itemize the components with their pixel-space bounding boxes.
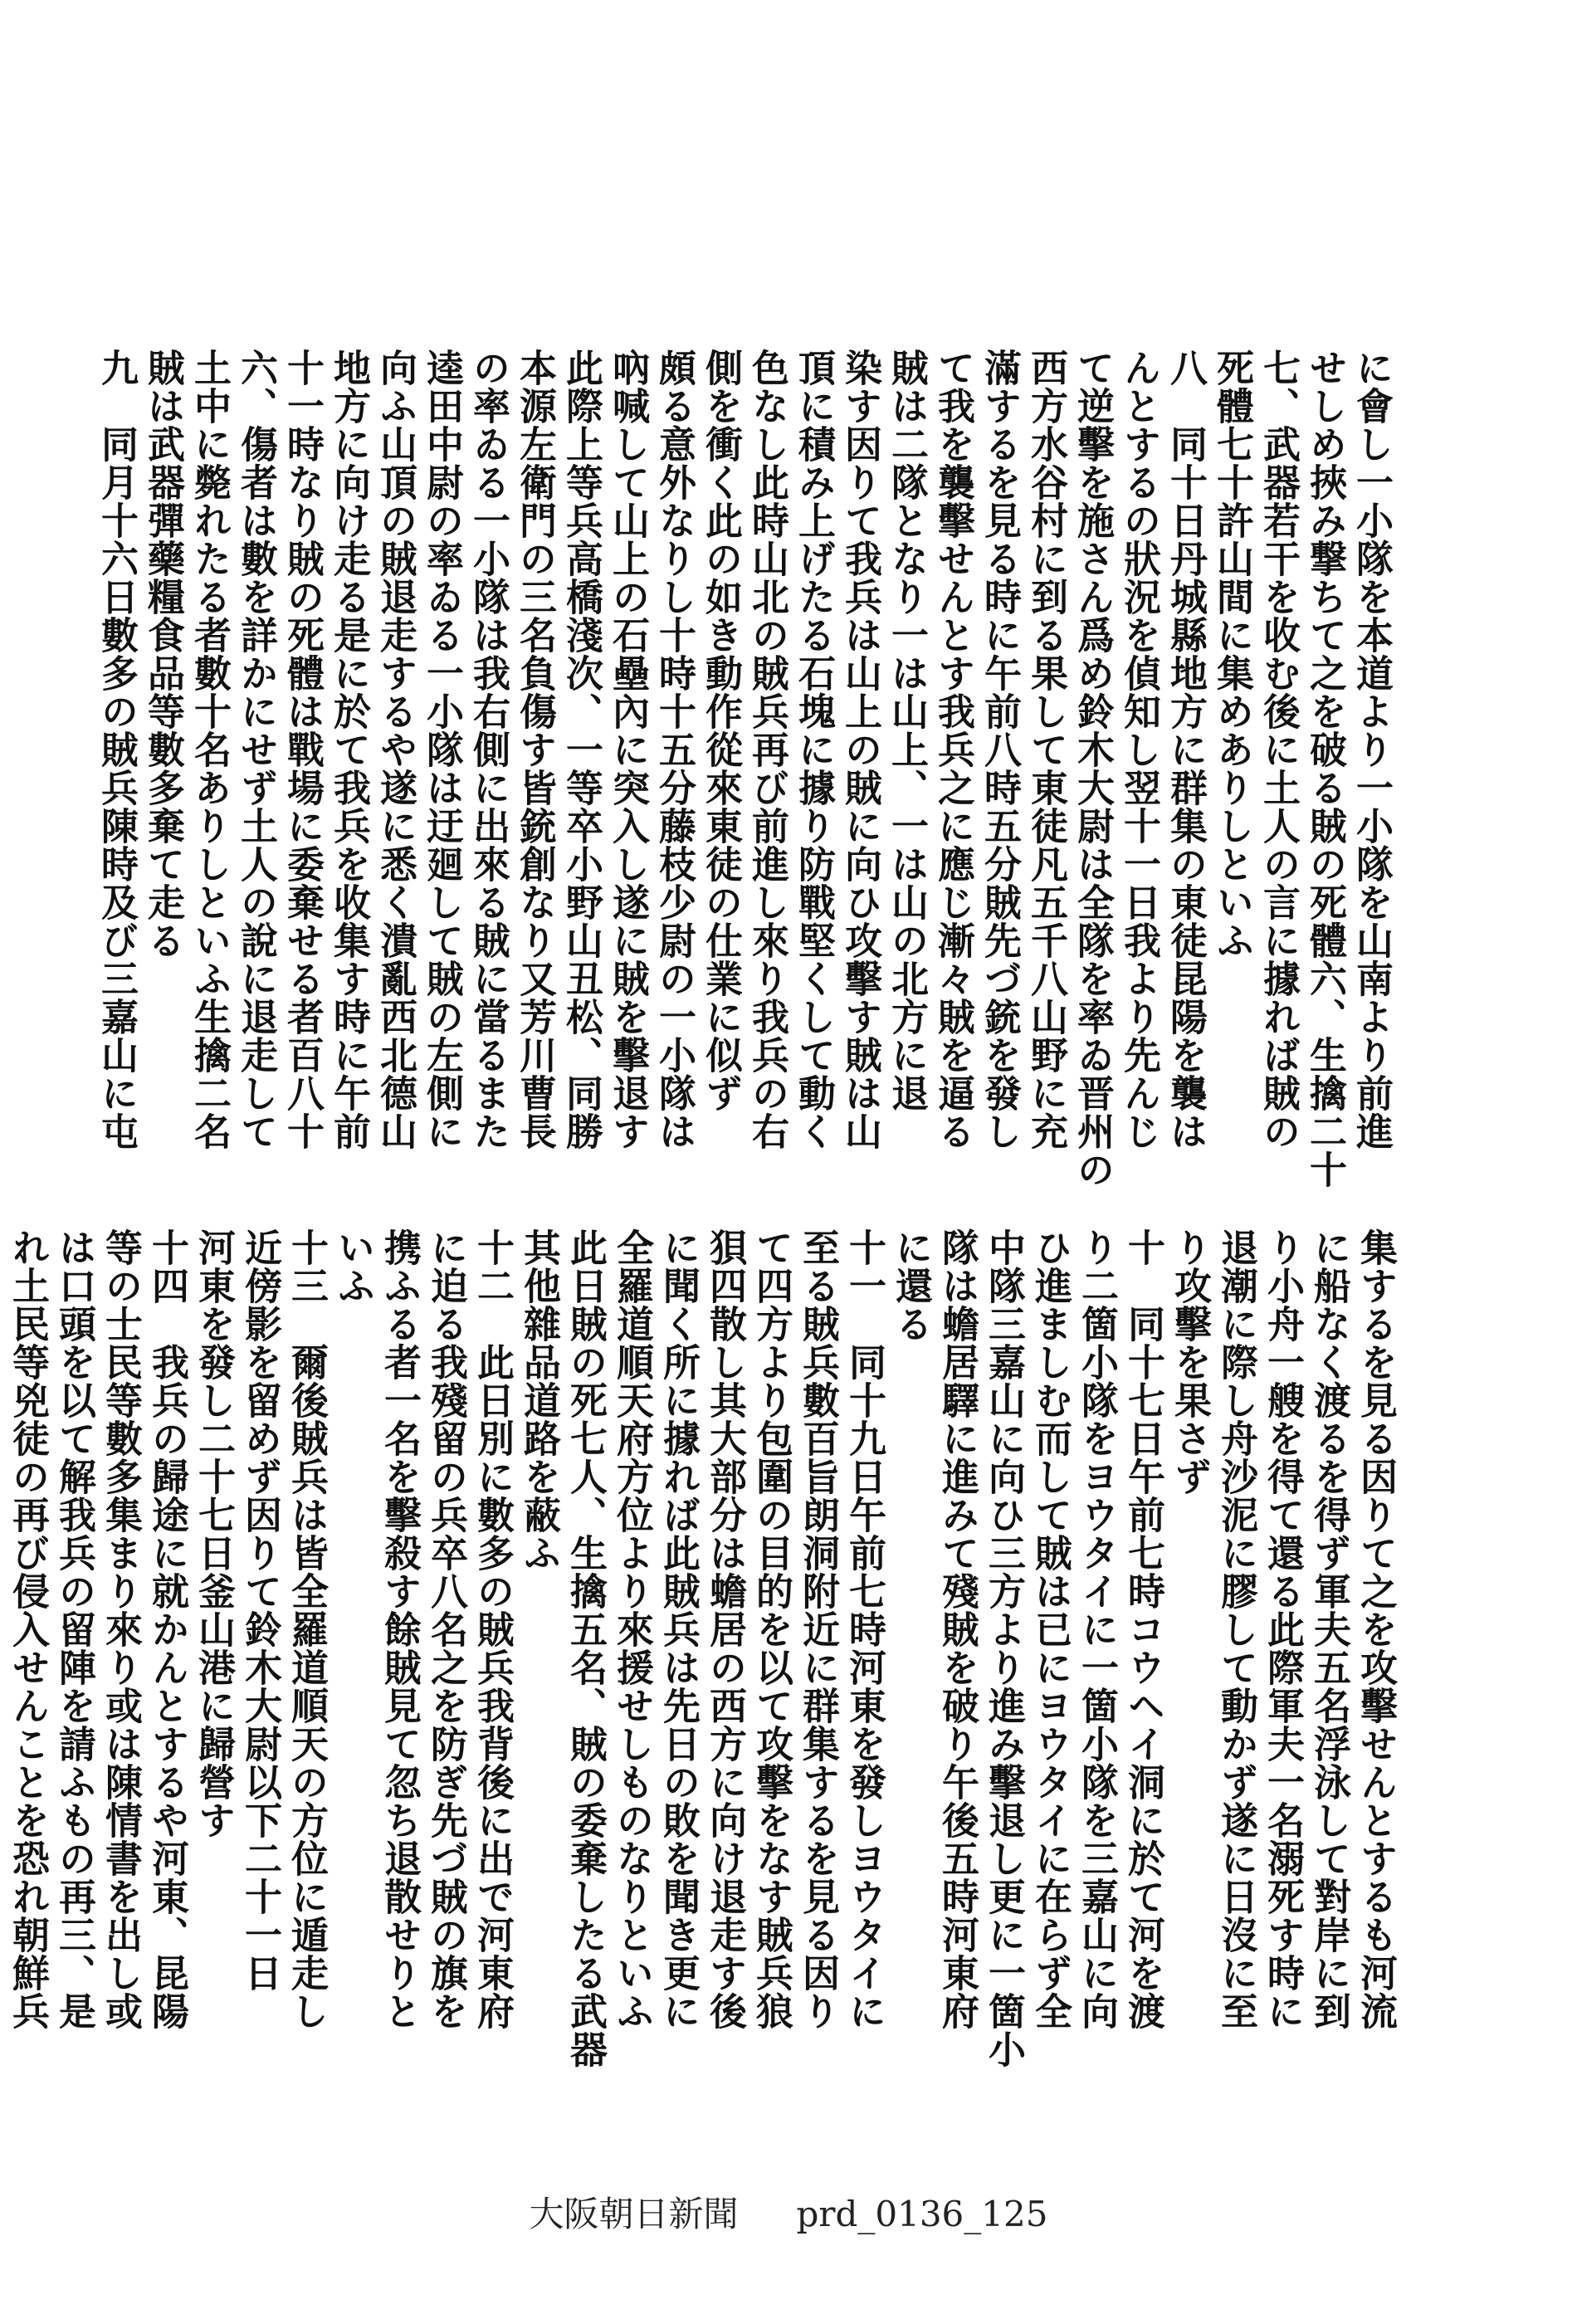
text-column: 六、傷者は數を詳かにせず土人の說に退走して [234, 349, 278, 1150]
page-footer [0, 2187, 1577, 2237]
text-column: 至る賊兵數百旨朗洞附近に群集するを見る因り [796, 1228, 840, 2030]
text-column: 十三 爾後賊兵は皆全羅道順天の方位に遁走し [285, 1228, 329, 2030]
article-block-lower [6, 1228, 1399, 2108]
text-column: 河東を發し二十七日釜山港に歸營す [192, 1228, 236, 1839]
text-column: 隊は蟾居驛に進みて殘賊を破り午後五時河東府 [935, 1228, 979, 2030]
text-column: て逆擊を施さん爲め鈴木大尉は全隊を率ゐ晋州の [1071, 349, 1115, 1189]
text-column: 向ふ山頂の賊退走するや遂に悉く潰亂西北德山 [374, 349, 417, 1150]
text-column: んとするの狀況を偵知し翌十一日我より先んじ [1117, 349, 1161, 1150]
text-column: は口頭を以て解我兵の留陣を請ふもの再三、是 [52, 1228, 96, 2030]
text-column: 九 同月十六日數多の賊兵陳時及び三嘉山に屯 [95, 349, 139, 1150]
text-column: に迫る我殘留の兵卒八名之を防ぎ先づ賊の旗を [424, 1228, 468, 2030]
newspaper-name: 大阪朝日新聞 [529, 2194, 739, 2234]
text-column: 西方水谷村に到る果して東徒凡五千八山野に充 [1024, 349, 1068, 1150]
text-column: 滿するを見る時に午前八時五分賊先づ銃を發し [978, 349, 1022, 1150]
text-column: 十四 我兵の歸途に就かんとするや河東、昆陽 [145, 1228, 189, 2030]
text-column: 逵田中尉の率ゐる一小隊は迂廻して賊の左側に [420, 349, 464, 1150]
text-column: 八 同十日丹城縣地方に群集の東徒昆陽を襲は [1164, 349, 1208, 1150]
text-column: 側を衝く此の如き動作從來東徒の仕業に似ず [699, 349, 743, 1112]
text-column: 七、武器若干を收む後に土人の言に據れば賊の [1257, 349, 1301, 1150]
text-column: り小舟一艘を得て還る此際軍夫一名溺死す時に [1261, 1228, 1305, 2030]
text-column: 地方に向け走る是に於て我兵を收集す時に午前 [327, 349, 371, 1150]
text-column: り攻擊を果さず [1168, 1228, 1212, 1496]
text-column: 集するを見る因りて之を攻擊せんとするも河流 [1354, 1228, 1398, 2030]
text-column: 全羅道順天府方位より來援せしものなりといふ [610, 1228, 654, 2030]
text-column: に船なく渡るを得ず軍夫五名浮泳して對岸に到 [1307, 1228, 1351, 2030]
text-column: 狽四散し其大部分は蟾居の西方に向け退走す後 [703, 1228, 747, 2030]
text-column: に聞く所に據れば此賊兵は先日の敗を聞き更に [657, 1228, 701, 2030]
text-column: ひ進ましむ而して賊は已にヨウタイに在らず全 [1028, 1228, 1072, 2030]
text-column: 色なし此時山北の賊兵再び前進し來り我兵の右 [745, 349, 789, 1150]
text-column: に還る [889, 1228, 933, 1343]
text-column: に會し一小隊を本道より一小隊を山南より前進 [1350, 349, 1394, 1150]
text-column: 十一 同十九日午前七時河東を發しヨウタイに [842, 1228, 886, 2030]
text-column: 等の士民等數多集まり來り或は陳情書を出し或 [99, 1228, 143, 2030]
text-column: 土中に斃れたる者數十名ありしといふ生擒二名 [188, 349, 232, 1150]
text-column: 其他雜品道路を蔽ふ [517, 1228, 561, 1572]
page-id: prd_0136_125 [796, 2194, 1048, 2234]
text-column: 十二 此日別に數多の賊兵我背後に出で河東府 [471, 1228, 515, 2030]
text-column: 中隊三嘉山に向ひ三方より進み擊退し更に一箇小 [982, 1228, 1026, 2068]
text-column: 染す因りて我兵は山上の賊に向ひ攻擊す賊は山 [838, 349, 882, 1150]
text-column: の率ゐる一小隊は我右側に出來る賊に當るまた [466, 349, 510, 1150]
text-column: 退潮に際し舟沙泥に膠して動かず遂に日沒に至 [1214, 1228, 1258, 2030]
text-column: て四方より包圍の目的を以て攻擊をなす賊兵狼 [749, 1228, 793, 2030]
text-column: 頗る意外なりし十時十五分藤枝少尉の一小隊は [652, 349, 696, 1150]
text-column: 賊は二隊となり一は山上、一は山の北方に退 [885, 349, 929, 1112]
text-column: て我を襲擊せんとす我兵之に應じ漸々賊を逼る [931, 349, 975, 1150]
text-column: 十 同十七日午前七時コウヘイ洞に於て河を渡 [1121, 1228, 1165, 2030]
text-column: れ土民等兇徒の再び侵入せんことを恐れ朝鮮兵 [6, 1228, 50, 2030]
text-column: 近傍影を留めず因りて鈴木大尉以下二十一日 [238, 1228, 282, 1992]
text-column: 此日賊の死七人、生擒五名、賊の委棄したる武器 [564, 1228, 608, 2068]
text-column: 頂に積み上げたる石塊に據り防戰堅くして動く [792, 349, 836, 1150]
text-column: 十一時なり賊の死體は戰場に委棄せる者百八十 [281, 349, 325, 1150]
text-column: 此際上等兵高橋淺次、一等卒小野山丑松、同勝 [559, 349, 603, 1150]
article-block-upper [95, 349, 1394, 1189]
text-column: 賊は武器彈藥糧食品等數多棄て走る [141, 349, 185, 959]
text-column: せしめ挾み撃ちて之を破る賊の死體六、生擒二十 [1303, 349, 1347, 1189]
text-column: り二箇小隊をヨウタイに一箇小隊を三嘉山に向 [1075, 1228, 1119, 2030]
text-column: 携ふる者一名を擊殺す餘賊見て忽ち退散せりと [378, 1228, 422, 2030]
text-column: 本源左衛門の三名負傷す皆銃創なり又芳川曹長 [513, 349, 557, 1150]
text-column: いふ [331, 1228, 375, 1305]
text-column: 吶喊して山上の石壘內に突入し遂に賊を擊退す [606, 349, 650, 1150]
text-column: 死體七十許山間に集めありしといふ [1210, 349, 1254, 959]
